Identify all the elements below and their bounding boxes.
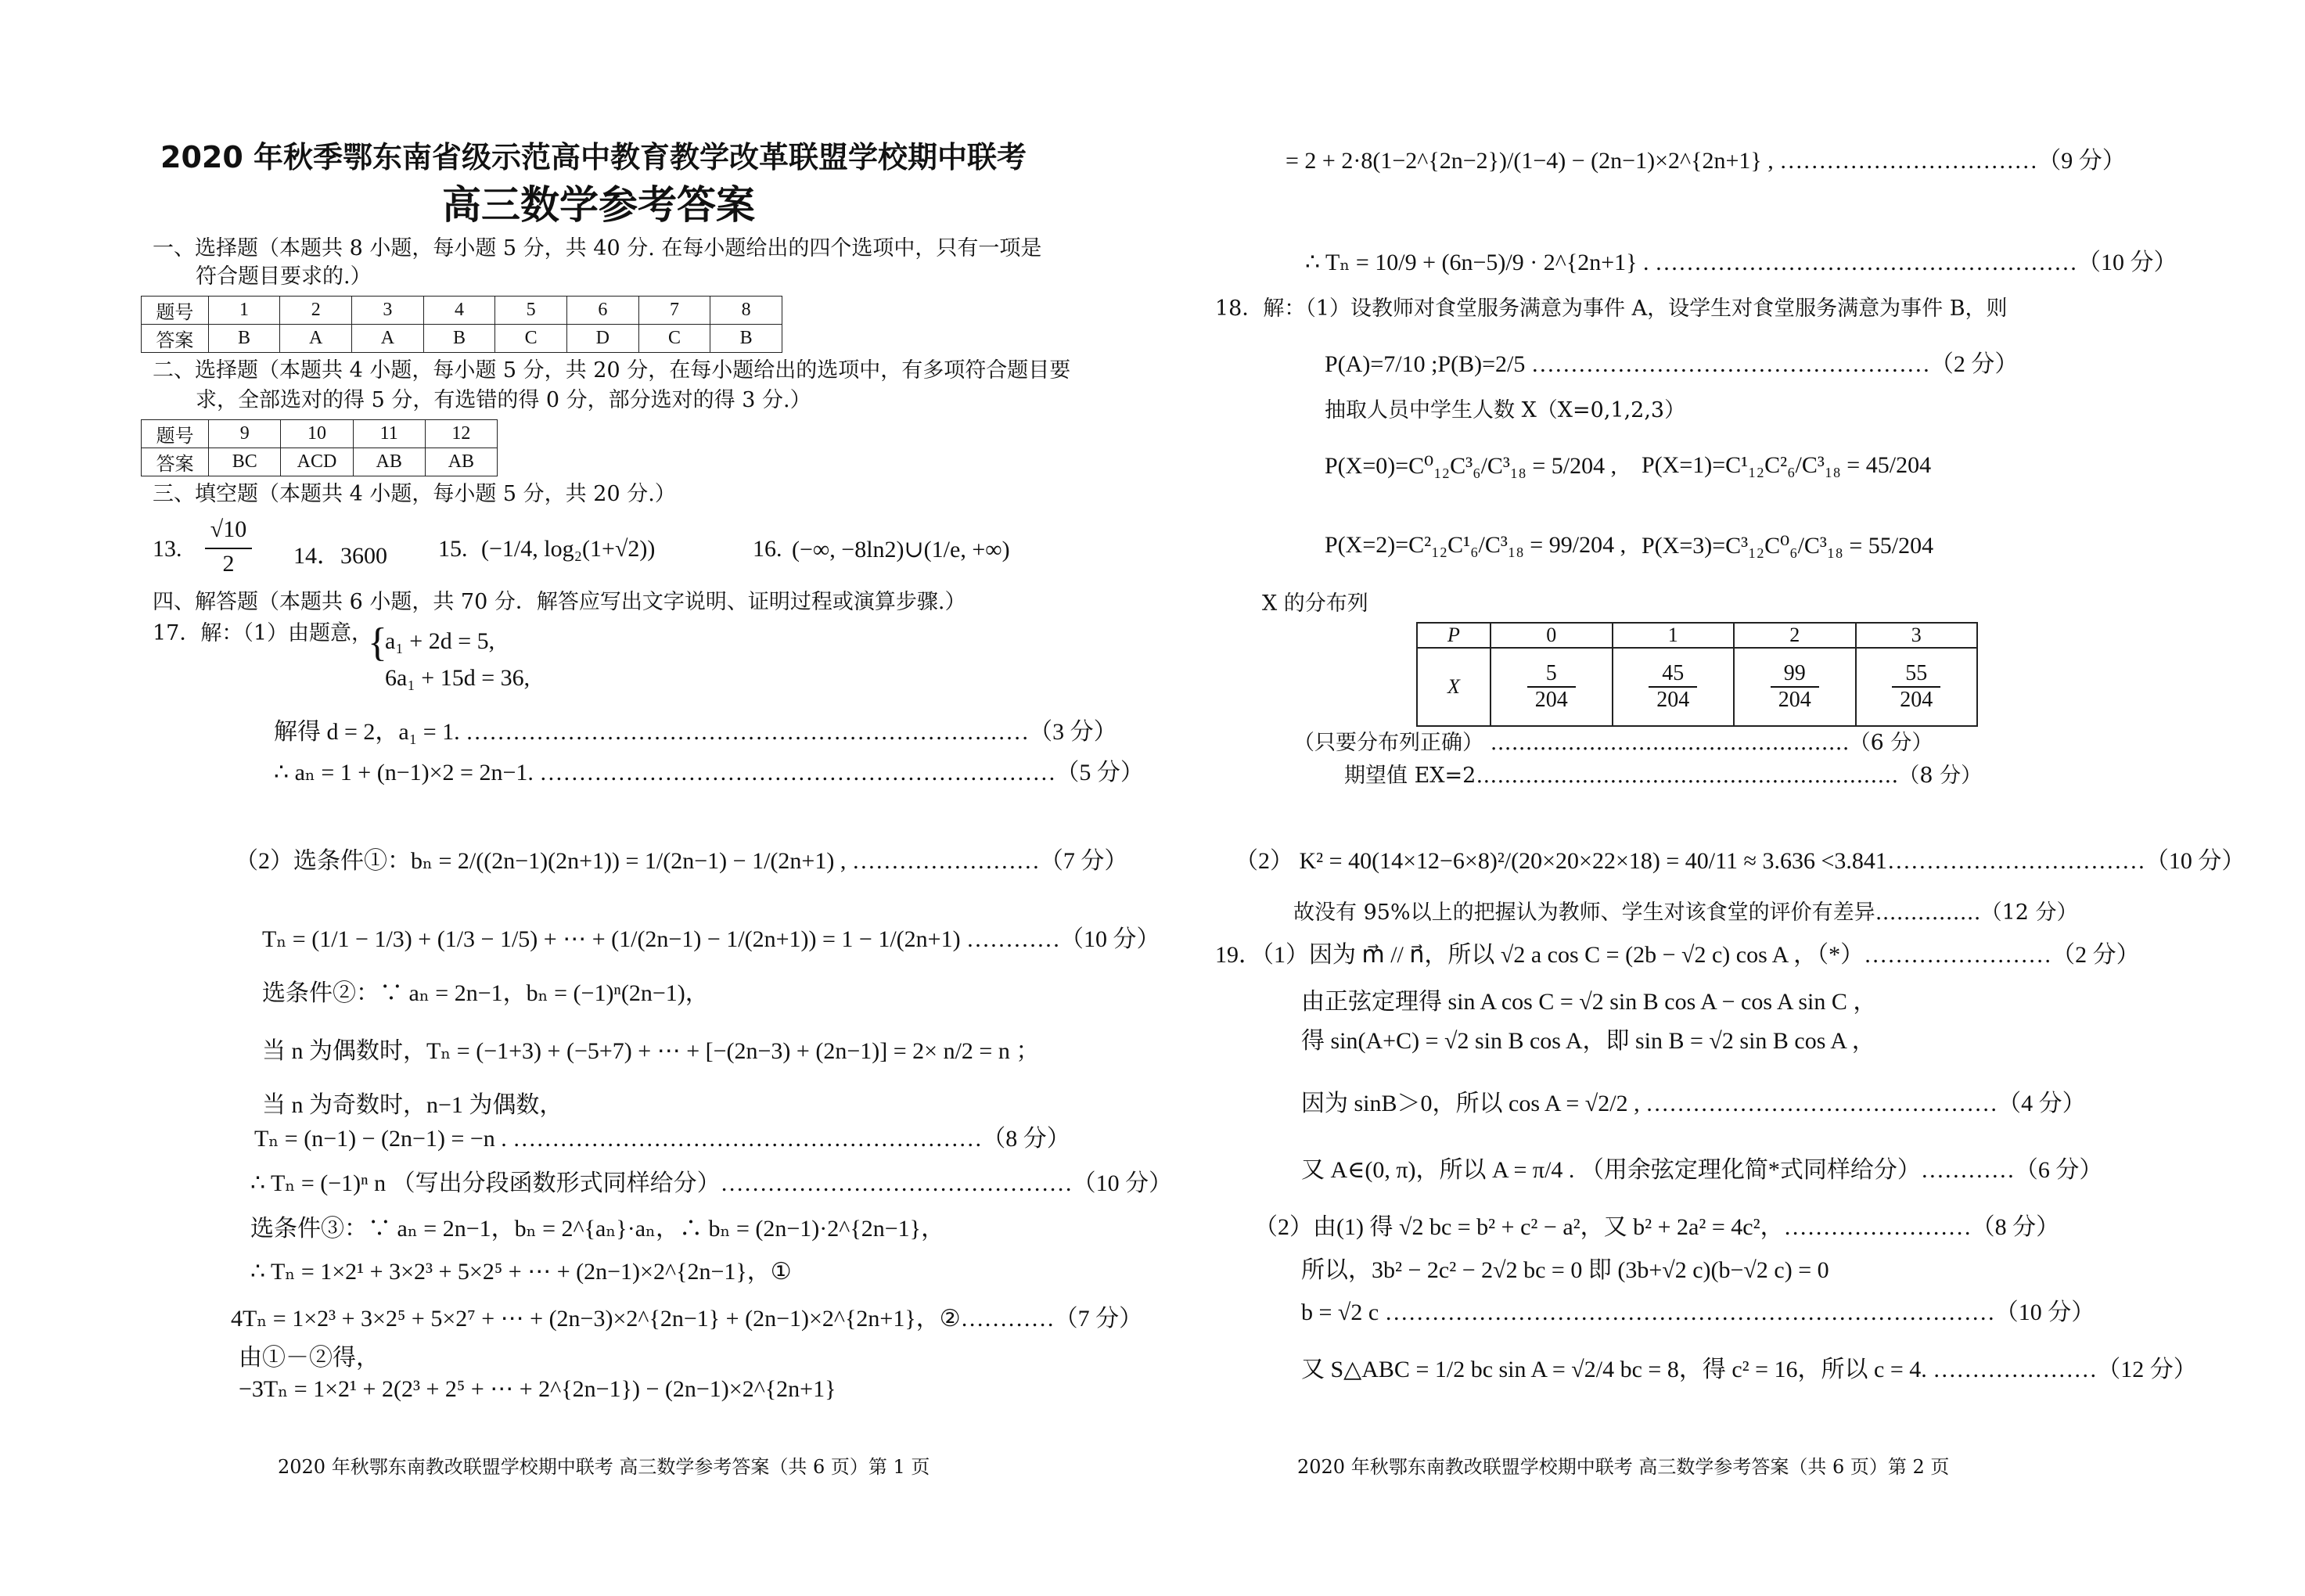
table-cell bbox=[1613, 648, 1735, 726]
table-cell: C bbox=[638, 325, 710, 353]
fraction-bar bbox=[205, 548, 252, 549]
prob-numerator: 5 bbox=[1527, 661, 1576, 688]
table-cell: 0 bbox=[1491, 623, 1613, 648]
p17-line: Tₙ = (n−1) − (2n−1) = −n . ……………………………………………………（8 分） bbox=[254, 1126, 1070, 1152]
page-2 bbox=[1152, 0, 2305, 1596]
p19-line: 由正弦定理得 sin A cos C = √2 sin B cos A − cos A sin C ， bbox=[1301, 989, 1877, 1015]
table-cell: 11 bbox=[353, 420, 425, 448]
q15-label: 15. bbox=[438, 536, 468, 562]
p19-line: 又 A∈(0, π)，所以 A = π/4 . （用余弦定理化简*式同样给分）…………（6 分） bbox=[1301, 1157, 2103, 1183]
table-row bbox=[142, 448, 498, 476]
section4-heading: 四、解答题（本题共 6 小题，共 70 分．解答应写出文字说明、证明过程或演算步骤.） bbox=[153, 590, 966, 614]
p17-line: 当 n 为奇数时，n−1 为偶数， bbox=[262, 1092, 563, 1118]
table-cell: 12 bbox=[425, 420, 497, 448]
distribution-table bbox=[1416, 622, 1978, 727]
table-cell: BC bbox=[209, 448, 281, 476]
table-cell: AB bbox=[353, 448, 425, 476]
p17-line: Tₙ = (1/1 − 1/3) + (1/3 − 1/5) + ⋯ + (1/(2n−1) − 1/(2n+1)) = 1 − 1/(2n+1) …………（10 分） bbox=[262, 926, 1160, 952]
p17-intro: 17．解：（1）由题意， bbox=[153, 621, 373, 645]
table-cell bbox=[1491, 648, 1613, 726]
table-cell: B bbox=[710, 325, 782, 353]
table-cell: AB bbox=[425, 448, 497, 476]
table-cell: 题号 bbox=[142, 297, 209, 325]
brace: { bbox=[368, 620, 387, 665]
prob-denominator: 204 bbox=[1656, 688, 1690, 712]
table-cell: 3 bbox=[352, 297, 424, 325]
table-cell bbox=[1856, 648, 1978, 726]
p18-line: （只要分布列正确） ……………………………………………（6 分） bbox=[1293, 731, 1933, 755]
table-cell: 答案 bbox=[142, 325, 209, 353]
table-row bbox=[142, 325, 782, 353]
p17-line: ∴ aₙ = 1 + (n−1)×2 = 2n−1. …………………………………………………………（5 分） bbox=[274, 760, 1144, 785]
p18-prob: P(X=1)=C¹₁₂C²₆/C³₁₈ = 45/204 bbox=[1642, 452, 1932, 478]
prob-numerator: 99 bbox=[1771, 661, 1819, 688]
q13-denominator: 2 bbox=[222, 551, 235, 577]
page-footer: 2020 年秋鄂东南教改联盟学校期中联考 高三数学参考答案（共 6 页）第 2 页 bbox=[1297, 1456, 1950, 1478]
prob-denominator: 204 bbox=[1778, 688, 1811, 712]
table-cell: ACD bbox=[281, 448, 353, 476]
p17-line: 选条件②：∵ aₙ = 2n−1，bₙ = (−1)ⁿ(2n−1)， bbox=[262, 980, 709, 1006]
p17-eq1: a₁ + 2d = 5, bbox=[385, 628, 495, 654]
section2-heading-cont: 求，全部选对的得 5 分，有选错的得 0 分，部分选对的得 3 分.） bbox=[196, 388, 811, 412]
q14-answer: 14．3600 bbox=[293, 543, 387, 569]
table-cell: 2 bbox=[280, 297, 352, 325]
section1-heading-cont: 符合题目要求的.） bbox=[196, 264, 372, 289]
table-cell: 9 bbox=[209, 420, 281, 448]
q13-numerator: √10 bbox=[210, 516, 247, 542]
p17-line: ∴ Tₙ = (−1)ⁿ n （写出分段函数形式同样给分）………………………………………（10 分） bbox=[250, 1170, 1173, 1196]
table-cell: 3 bbox=[1856, 623, 1978, 648]
p18-line: P(A)=7/10 ;P(B)=2/5 ……………………………………………（2 分） bbox=[1325, 351, 2019, 377]
p17-cont-line: ∴ Tₙ = 10/9 + (6n−5)/9 · 2^{2n+1} . ………………………………………………（10 分） bbox=[1305, 250, 2177, 275]
p19-line: 又 S△ABC = 1/2 bc sin A = √2/4 bc = 8，得 c² = 16，所以 c = 4. …………………（12 分） bbox=[1301, 1357, 2197, 1382]
table-cell: 1 bbox=[208, 297, 280, 325]
table-cell: B bbox=[423, 325, 495, 353]
p17-line: −3Tₙ = 1×2¹ + 2(2³ + 2⁵ + ⋯ + 2^{2n−1}) − (2n−1)×2^{2n+1} bbox=[239, 1376, 836, 1402]
table-cell: 答案 bbox=[142, 448, 209, 476]
table-row bbox=[142, 420, 498, 448]
p19-line: b = √2 c ……………………………………………………………………（10 分） bbox=[1301, 1299, 2095, 1325]
table-cell: 4 bbox=[423, 297, 495, 325]
p17-line: ∴ Tₙ = 1×2¹ + 3×2³ + 5×2⁵ + ⋯ + (2n−1)×2^{2n−1}，① bbox=[250, 1259, 792, 1285]
q16-label: 16. bbox=[753, 536, 782, 562]
p18-intro: 18．解：（1）设教师对食堂服务满意为事件 A，设学生对食堂服务满意为事件 B，则 bbox=[1215, 297, 2008, 321]
choice-answer-table bbox=[141, 296, 782, 353]
section1-heading: 一、选择题（本题共 8 小题，每小题 5 分，共 40 分. 在每小题给出的四个选项中，只有一项是 bbox=[153, 236, 1042, 261]
prob-denominator: 204 bbox=[1900, 688, 1933, 712]
table-cell: 8 bbox=[710, 297, 782, 325]
page-footer: 2020 年秋鄂东南教改联盟学校期中联考 高三数学参考答案（共 6 页）第 1 页 bbox=[278, 1456, 930, 1478]
section2-heading: 二、选择题（本题共 4 小题，每小题 5 分，共 20 分，在每小题给出的选项中，有多项符合题目要 bbox=[153, 358, 1071, 383]
table-cell bbox=[1734, 648, 1856, 726]
p17-eq2: 6a₁ + 15d = 36, bbox=[385, 665, 530, 691]
p17-cont-line: = 2 + 2·8(1−2^{2n−2})/(1−4) − (2n−1)×2^{2n+1} , ……………………………（9 分） bbox=[1286, 148, 2126, 174]
p18-line: 抽取人员中学生人数 X（X=0,1,2,3） bbox=[1325, 398, 1686, 422]
p18-prob: P(X=3)=C³₁₂C⁰₆/C³₁₈ = 55/204 bbox=[1642, 533, 1934, 559]
p19-line: 得 sin(A+C) = √2 sin B cos A，即 sin B = √2 sin B cos A ， bbox=[1301, 1028, 1875, 1054]
table-cell: B bbox=[208, 325, 280, 353]
table-cell: C bbox=[495, 325, 567, 353]
q15-answer: (−1/4, log₂(1+√2)) bbox=[481, 536, 656, 562]
p17-line: 选条件③：∵ aₙ = 2n−1，bₙ = 2^{aₙ}·aₙ，∴ bₙ = (2n−1)·2^{2n−1}， bbox=[250, 1216, 945, 1242]
q13-label: 13. bbox=[153, 536, 182, 562]
table-cell: 题号 bbox=[142, 420, 209, 448]
exam-title: 2020 年秋季鄂东南省级示范高中教育教学改革联盟学校期中联考 bbox=[160, 140, 1027, 174]
table-cell: A bbox=[280, 325, 352, 353]
p17-line: 由①－②得， bbox=[239, 1345, 379, 1371]
table-cell: 7 bbox=[638, 297, 710, 325]
p17-line: （2）选条件①：bₙ = 2/((2n−1)(2n+1)) = 1/(2n−1) − 1/(2n+1) , ……………………（7 分） bbox=[235, 848, 1128, 874]
p19-line: （2）由(1) 得 √2 bc = b² + c² − a²，又 b² + 2a² = 4c²，……………………（8 分） bbox=[1254, 1214, 2060, 1240]
prob-denominator: 204 bbox=[1534, 688, 1568, 712]
p19-line: 所以，3b² − 2c² − 2√2 bc = 0 即 (3b+√2 c)(b−√2 c) = 0 bbox=[1301, 1257, 1829, 1283]
p17-line: 当 n 为偶数时，Tₙ = (−1+3) + (−5+7) + ⋯ + [−(2n−3) + (2n−1)] = 2× n/2 = n ； bbox=[262, 1038, 1040, 1064]
table-cell: P bbox=[1417, 623, 1491, 648]
p17-line: 解得 d = 2，a₁ = 1. ………………………………………………………………（3 分） bbox=[274, 719, 1117, 745]
table-cell: 1 bbox=[1613, 623, 1735, 648]
page-title: 高三数学参考答案 bbox=[442, 182, 755, 228]
p19-line: 因为 sinB＞0，所以 cos A = √2/2 , ………………………………………（4 分） bbox=[1301, 1091, 2086, 1116]
p17-line: 4Tₙ = 1×2³ + 3×2⁵ + 5×2⁷ + ⋯ + (2n−3)×2^{2n−1} + (2n−1)×2^{2n+1}，②…………（7 分） bbox=[231, 1306, 1143, 1332]
table-cell: 10 bbox=[281, 420, 353, 448]
q16-answer: (−∞, −8ln2)∪(1/e, +∞) bbox=[792, 537, 1010, 563]
multi-choice-answer-table bbox=[141, 419, 498, 476]
table-cell: A bbox=[352, 325, 424, 353]
table-row bbox=[1417, 648, 1977, 726]
table-row bbox=[142, 297, 782, 325]
p19-line: 19．（1）因为 m⃗ // n⃗，所以 √2 a cos C = (2b − √2 c) cos A ，（*）……………………（2 分） bbox=[1215, 942, 2140, 968]
table-cell: 5 bbox=[495, 297, 567, 325]
table-row bbox=[1417, 623, 1977, 648]
p18-line: 故没有 95%以上的把握认为教师、学生对该食堂的评价有差异……………（12 分） bbox=[1293, 900, 2078, 925]
p18-line: （2） K² = 40(14×12−6×8)²/(20×20×22×18) = 40/11 ≈ 3.636 <3.841……………………………（10 分） bbox=[1235, 848, 2246, 874]
table-cell: 2 bbox=[1734, 623, 1856, 648]
table-cell: D bbox=[567, 325, 639, 353]
section3-heading: 三、填空题（本题共 4 小题，每小题 5 分，共 20 分.） bbox=[153, 482, 676, 506]
prob-numerator: 45 bbox=[1649, 661, 1697, 688]
table-cell: 6 bbox=[567, 297, 639, 325]
p18-line: 期望值 EX=2……………………………………………………（8 分） bbox=[1344, 764, 1983, 788]
table-cell: X bbox=[1417, 648, 1491, 726]
dist-title: X 的分布列 bbox=[1262, 591, 1368, 616]
p18-prob: P(X=2)=C²₁₂C¹₆/C³₁₈ = 99/204 , bbox=[1325, 532, 1627, 558]
prob-numerator: 55 bbox=[1892, 661, 1940, 688]
p18-prob: P(X=0)=C⁰₁₂C³₆/C³₁₈ = 5/204 , bbox=[1325, 453, 1617, 479]
